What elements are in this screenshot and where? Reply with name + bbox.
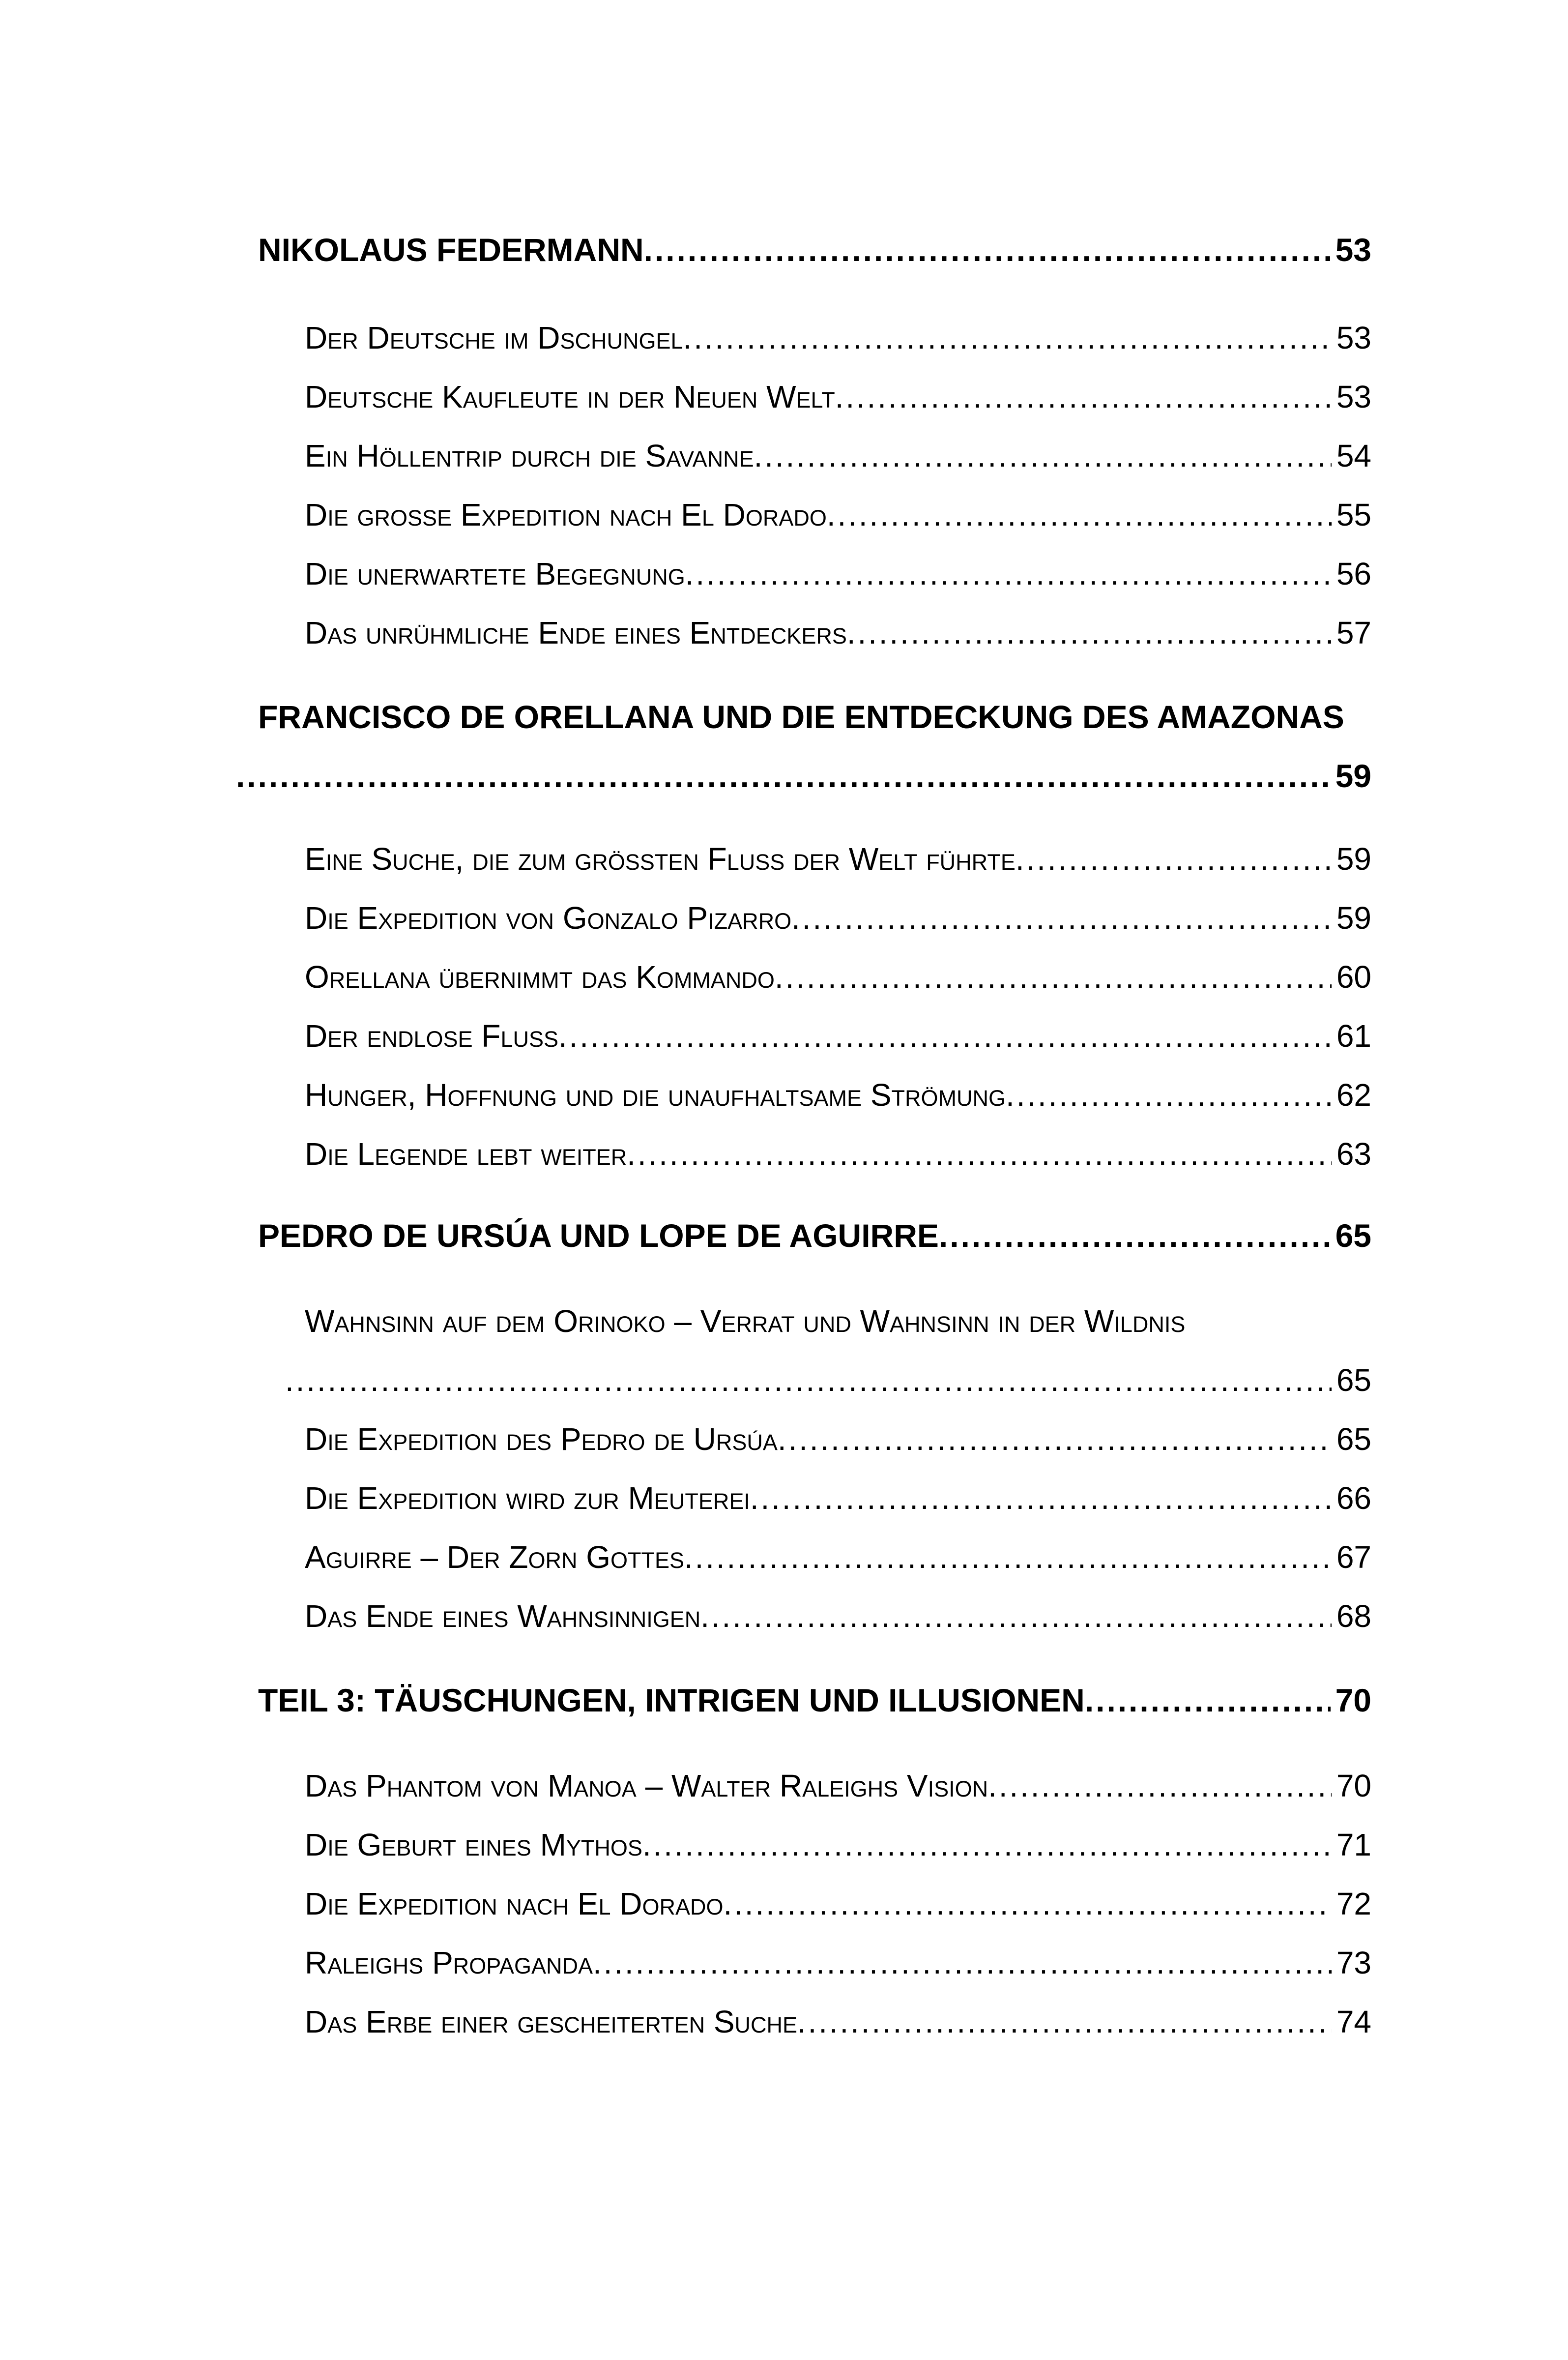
toc-page-number: 68: [1336, 1598, 1371, 1634]
toc-subentry-title: Orellana übernimmt das Kommando: [305, 959, 775, 995]
toc-subentry-title: Der endlose Fluss: [305, 1018, 559, 1054]
toc-subentry[interactable]: [305, 1827, 1371, 1863]
toc-page-number: 62: [1336, 1077, 1371, 1113]
toc-page-number: 67: [1336, 1539, 1371, 1575]
toc-subentry-title: Die Expedition des Pedro de Ursúa: [305, 1421, 778, 1457]
toc-subentry[interactable]: [305, 615, 1371, 651]
toc-subentry-title: Der Deutsche im Dschungel: [305, 320, 683, 355]
dot-leader: [797, 2004, 1332, 2040]
toc-subentry-continuation[interactable]: [285, 1362, 1371, 1398]
toc-page-number: 73: [1336, 1945, 1371, 1980]
dot-leader: [684, 1539, 1332, 1575]
toc-subentry[interactable]: [305, 1539, 1371, 1575]
dot-leader: [750, 1480, 1332, 1516]
toc-page-number: 66: [1336, 1480, 1371, 1516]
toc-page-number: 54: [1336, 438, 1371, 473]
toc-subentry[interactable]: [305, 900, 1371, 936]
toc-page-number: 55: [1336, 497, 1371, 532]
toc-subentry[interactable]: [305, 959, 1371, 995]
dot-leader: [1016, 841, 1332, 877]
toc-subentry[interactable]: [305, 2004, 1371, 2040]
dot-leader: [700, 1598, 1332, 1634]
dot-leader: [236, 757, 1331, 795]
toc-subentry[interactable]: [305, 1598, 1371, 1634]
toc-subentry[interactable]: [305, 379, 1371, 415]
dot-leader: [835, 379, 1332, 415]
toc-subentry[interactable]: [305, 841, 1371, 877]
toc-chapter-title[interactable]: FRANCISCO DE ORELLANA UND DIE ENTDECKUNG DES AMAZONAS: [258, 699, 1344, 735]
toc-chapter-entry-continuation[interactable]: [236, 757, 1371, 795]
dot-leader: [1085, 1682, 1331, 1719]
toc-page-number: 65: [1336, 1421, 1371, 1457]
toc-subentry-title: Die Expedition nach El Dorado: [305, 1886, 724, 1921]
dot-leader: [754, 438, 1332, 474]
toc-subentry-title: Ein Höllentrip durch die Savanne: [305, 438, 754, 473]
dot-leader: [627, 1136, 1332, 1172]
toc-subentry-title: Raleighs Propaganda: [305, 1945, 593, 1980]
toc-subentry[interactable]: [305, 497, 1371, 533]
toc-subentry[interactable]: [305, 1768, 1371, 1804]
toc-subentry-title: Die Legende lebt weiter: [305, 1136, 627, 1172]
dot-leader: [644, 231, 1331, 268]
toc-subentry-title: Die Geburt eines Mythos: [305, 1827, 642, 1862]
dot-leader: [791, 900, 1332, 936]
toc-page-number: 60: [1336, 959, 1371, 995]
dot-leader: [642, 1827, 1332, 1863]
toc-subentry[interactable]: [305, 1886, 1371, 1922]
toc-subentry-title: Das unrühmliche Ende eines Entdeckers: [305, 615, 847, 650]
toc-subentry[interactable]: [305, 1480, 1371, 1516]
toc-chapter-entry[interactable]: [258, 1217, 1371, 1254]
dot-leader: [778, 1421, 1332, 1457]
toc-chapter-title: NIKOLAUS FEDERMANN: [258, 232, 644, 268]
toc-page-number: 74: [1336, 2004, 1371, 2039]
toc-chapter-entry[interactable]: [258, 1682, 1371, 1719]
toc-chapter-entry[interactable]: [258, 231, 1371, 268]
toc-page-number: 57: [1336, 615, 1371, 650]
toc-subentry[interactable]: [305, 1018, 1371, 1054]
toc-subentry[interactable]: [305, 1136, 1371, 1172]
dot-leader: [285, 1362, 1332, 1398]
toc-page-number: 59: [1336, 900, 1371, 936]
toc-subentry[interactable]: [305, 1421, 1371, 1457]
toc-page-number: 59: [1336, 841, 1371, 877]
dot-leader: [775, 959, 1332, 995]
toc-subentry-title: Die Expedition von Gonzalo Pizarro: [305, 900, 792, 936]
toc-page-number: 65: [1335, 1217, 1371, 1254]
toc-page-number: 53: [1336, 320, 1371, 355]
toc-page-number: 72: [1336, 1886, 1371, 1921]
toc-subentry[interactable]: [305, 556, 1371, 592]
toc-page-number: 53: [1336, 379, 1371, 414]
toc-page-number: 53: [1335, 232, 1371, 268]
toc-subentry[interactable]: [305, 1077, 1371, 1113]
toc-subentry-title: Die unerwartete Begegnung: [305, 556, 685, 591]
dot-leader: [558, 1018, 1332, 1054]
toc-subentry-title: Aguirre – Der Zorn Gottes: [305, 1539, 685, 1575]
toc-subentry[interactable]: [305, 1945, 1371, 1981]
dot-leader: [593, 1945, 1332, 1981]
dot-leader: [827, 497, 1332, 533]
toc-subentry-title: Hunger, Hoffnung und die unaufhaltsame Strömung: [305, 1077, 1006, 1113]
toc-page-number: 63: [1336, 1136, 1371, 1172]
dot-leader: [939, 1217, 1331, 1254]
toc-page-number: 59: [1335, 758, 1371, 794]
toc-page-number: 70: [1335, 1682, 1371, 1718]
toc-page-number: 56: [1336, 556, 1371, 591]
dot-leader: [988, 1768, 1332, 1804]
toc-chapter-title: PEDRO DE URSÚA UND LOPE DE AGUIRRE: [258, 1217, 939, 1254]
toc-subentry[interactable]: [305, 438, 1371, 474]
dot-leader: [1006, 1077, 1332, 1113]
toc-page-number: 70: [1336, 1768, 1371, 1803]
dot-leader: [685, 556, 1332, 592]
toc-subentry-title: Deutsche Kaufleute in der Neuen Welt: [305, 379, 835, 414]
toc-subentry-title: Das Erbe einer gescheiterten Suche: [305, 2004, 798, 2039]
toc-subentry-title: Eine Suche, die zum größten Fluss der Welt führte: [305, 841, 1016, 877]
toc-subentry-title: Die große Expedition nach El Dorado: [305, 497, 827, 532]
dot-leader: [724, 1886, 1332, 1922]
toc-subentry-title[interactable]: Wahnsinn auf dem Orinoko – Verrat und Wahnsinn in der Wildnis: [305, 1303, 1186, 1339]
dot-leader: [847, 615, 1332, 651]
toc-page-number: 71: [1336, 1827, 1371, 1862]
toc-chapter-title: TEIL 3: TÄUSCHUNGEN, INTRIGEN UND ILLUSIONEN: [258, 1682, 1085, 1718]
toc-subentry-title: Die Expedition wird zur Meuterei: [305, 1480, 750, 1516]
dot-leader: [683, 320, 1332, 356]
toc-subentry-title: Das Phantom von Manoa – Walter Raleighs Vision: [305, 1768, 988, 1803]
toc-page-number: 65: [1336, 1362, 1371, 1398]
toc-subentry[interactable]: [305, 320, 1371, 356]
toc-page-number: 61: [1336, 1018, 1371, 1054]
toc-subentry-title: Das Ende eines Wahnsinnigen: [305, 1598, 701, 1634]
